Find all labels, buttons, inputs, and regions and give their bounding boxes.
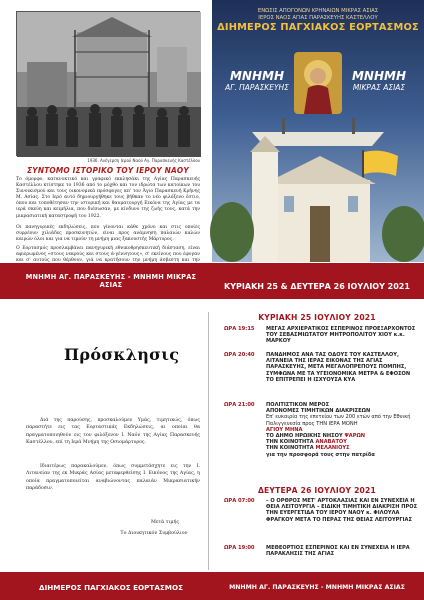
honoree-4-prefix: ΤΗΝ ΚΟΙΝΟΤΗΤΑ: [266, 445, 314, 452]
honoree-2-prefix: ΤΟ ΔΗΜΟ ΗΡΩΙΚΗΣ ΝΗΣΟΥ: [266, 433, 343, 440]
event-text: ΠΑΝΔΗΜΟΣ ΑΝΑ ΤΑΣ ΟΔΟΥΣ ΤΟΥ ΚΑΣΤΕΛΛΟΥ, ΛΙΤΑΝΕΙΑ ΤΗΣ ΙΕΡΑΣ ΕΙΚΟΝΑΣ ΤΗΣ ΑΓΙΑΣ ΠΑΡΑΣΚΕΥΗΣ, ΜΕΤΑ ΜΕΓΑΛΟΠΡΕΠΟΥΣ ΠΟΜΠΗΣ, ΣΥΜΦΩΝΑ ΜΕ ΤΑ ΥΓΕΙΟΝΟΜΙΚΑ ΜΕΤΡΑ & ΕΦΟΣΟΝ ΤΟ ΕΠΙΤΡΕΠΕΙ Η ΙΣΧΥΟΥΣΑ ΚΥΑ: [266, 352, 411, 383]
event-cultural-subtitle: ΑΠΟΝΟΜΕΣ ΤΙΜΗΤΙΚΩΝ ΔΙΑΚΡΙΣΕΩΝ: [266, 408, 371, 415]
event-cultural-closing: για την προσφορά τους στην πατρίδα: [266, 451, 375, 458]
church-name-line-2: ΙΕΡΟΣ ΝΑΟΣ ΑΓΙΑΣ ΠΑΡΑΣΚΕΥΗΣ ΚΑΣΤΕΛΛΟΥ: [258, 15, 378, 21]
event-time: ΩΡΑ 20:40: [224, 352, 255, 358]
event-time: ΩΡΑ 19:15: [224, 326, 255, 332]
bottom-bar-slogan: ΜΝΗΜΗ ΑΓ. ΠΑΡΑΣΚΕΥΗΣ - ΜΝΗΜΗ ΜΙΚΡΑΣ ΑΣΙΑΣ: [229, 584, 405, 591]
event-cultural-title: ΠΟΛΙΤΙΣΤΙΚΟΝ ΜΕΡΟΣ: [266, 402, 330, 408]
honoree-2-name: ΨΑΡΩΝ: [344, 433, 366, 440]
honoree-4-name: ΜΕΛΑΝΙΟΥΣ: [315, 445, 350, 452]
event-time: ΩΡΑ 21:00: [224, 402, 255, 408]
mnimi-right-big: ΜΝΗΜΗ: [351, 69, 406, 83]
top-bar-dates: ΚΥΡΙΑΚΗ 25 & ΔΕΥΤΕΡΑ 26 ΙΟΥΛΙΟΥ 2021: [224, 282, 410, 291]
event-text: ΜΕΘΕΟΡΤΙΟΣ ΕΣΠΕΡΙΝΟΣ ΚΑΙ ΕΝ ΣΥΝΕΧΕΙΑ Η ΙΕΡΑ ΠΑΡΑΚΛΗΣΙΣ ΤΗΣ ΑΓΙΑΣ: [266, 545, 410, 558]
poster-image-panel: [212, 0, 424, 262]
event-text-cultural: [266, 402, 418, 458]
event-text: – Ο ΟΡΘΡΟΣ ΜΕΤ' ΑΡΤΟΚΛΑΣΙΑΣ ΚΑΙ ΕΝ ΣΥΝΕΧΕΙΑ Η ΘΕΙΑ ΛΕΙΤΟΥΡΓΙΑ – ΕΙΔΙΚΗ ΤΙΜΗΤΙΚΗ ΔΙΑΚΡΙΣΗ ΠΡΟΣ ΤΗΝ ΕΥΕΡΓΕΤΙΔΑ ΤΟΥ ΙΕΡΟΥ ΝΑΟΥ κ. ΦΙΛΟΥΛΑ ΦΡΑΓΚΟΥ ΜΕΤΑ ΤΟ ΠΕΡΑΣ ΤΗΣ ΘΕΙΑΣ ΛΕΙΤΟΥΡΓΙΑΣ: [266, 498, 418, 523]
honoree-1-name: ΑΓΙΟΥ ΜΗΝΑ: [266, 426, 303, 433]
bottom-bar-title: ΔΙΗΜΕΡΟΣ ΠΑΓΧΙΑΚΟΣ ΕΟΡΤΑΣΜΟΣ: [39, 583, 183, 592]
event-cultural-intro: Επ' ευκαιρία της επετείου των 200 ετών από την Εθνική Παλιγγενεσία προς ΤΗΝ ΙΕΡΑ ΜΟΝΗ: [266, 414, 411, 427]
event-time: ΩΡΑ 07:00: [224, 498, 255, 504]
signature-greeting: Μετά τιμής: [150, 520, 180, 525]
day-2-title: ΔΕΥΤΕΡΑ 26 ΙΟΥΛΙΟΥ 2021: [257, 486, 377, 495]
honoree-3-name: ΑΝΑΒΑΤΟΥ: [315, 439, 347, 446]
event-time: ΩΡΑ 19:00: [224, 545, 255, 551]
history-paragraph-3: Ο Εορτασμός προσλαμβάνει πανηγυρική εθνικοθρησκευτική διάσταση, είναι αφιερωμένος «στους νεκρούς και στους ά-γέννητους», σ' εκείνους που έφυγαν και σ' αυτούς που θέρθουν, γιά να κρατήσουν την μνήμη άσβεστη και την: [16, 246, 200, 264]
history-paragraph-1: Το όμορφο, κατανυκτικό και γραφικό εκκλησάκι της Αγίας Παρασκευής Καστέλλου κτίστηκε το 1936 από το μόχθο και τον ιδρώτα των κατοίκων του Συνοικισμού και τους οικονομικά πρόσφυγες απ' τον Άγιο Παρασκευή Κρήνης Μ. Ασίας. Στο Ιερό αυτό δημιουργήθηκε τους βήθκαν το νέο φιλόξενο έστιο, όπου και τοποθέτησαν την ιστορική και θαυματουργή Εικόνα της Αγίας με τα ιερά σκεύη και κειμήλια, που διέσωσαν, με κίνδυνο της ζωής τους, κατά την μικρασιατική καταστροφή του 1922.: [16, 177, 200, 219]
history-paragraph-2: Οι πανηγυρικές εκδηλώσεις, που γίνονται κάθε χρόνο και στις οποίες συρρέουν χιλιάδες προσκυνητών, είναι προς ανάμνηση παλαιών καλών καιρών όλοι και για να τιμούν τη μνήμη μιας ξακουστής Μάρτυρος.: [16, 225, 200, 243]
day-1-title: ΚΥΡΙΑΚΗ 25 ΙΟΥΛΙΟΥ 2021: [258, 313, 376, 322]
top-bar-slogan: ΜΝΗΜΗ ΑΓ. ΠΑΡΑΣΚΕΥΗΣ - ΜΝΗΜΗ ΜΙΚΡΑΣ ΑΣΙΑΣ: [25, 273, 197, 289]
invitation-paragraph-1: Διά της παρούσης, προσκαλούμεν Υμάς, τιμητικώς, όπως παραστήτε εις τας Εορταστικάς Εκδηλώσεις, αι οποίαι θα πραγματοποιηθούν εις τον φιλόξενον Ι. Ναόν της Αγίας Παρασκευής Καστέλλου, επί τη Ιερά Μνήμη της Οσιομάρτυρος.: [26, 418, 200, 446]
history-title: ΣΥΝΤΟΜΟ ΙΣΤΟΡΙΚΟ ΤΟΥ ΙΕΡΟΥ ΝΑΟΥ: [27, 165, 189, 175]
honoree-3-prefix: ΤΗΝ ΚΟΙΝΟΤΗΤΑ: [266, 439, 314, 446]
mnimi-left: [222, 70, 292, 92]
mnimi-right-small: ΜΙΚΡΑΣ ΑΣΙΑΣ: [352, 83, 406, 92]
mnimi-left-big: ΜΝΗΜΗ: [229, 69, 284, 83]
mnimi-left-small: ΑΓ. ΠΑΡΑΣΚΕΥΗΣ: [225, 83, 289, 92]
church-name-line-1: ΕΝΩΣΙΣ ΑΠΟΓΟΝΩΝ ΚΡΗΝΑΙΩΝ ΜΙΚΡΑΣ ΑΣΙΑΣ: [257, 8, 379, 14]
signature-board: Το Διοικητικόν Συμβούλιον: [120, 531, 188, 536]
column-divider: [208, 312, 209, 570]
church-name: [212, 8, 424, 22]
festival-title: ΔΙΗΜΕΡΟΣ ΠΑΓΧΙΑΚΟΣ ΕΟΡΤΑΣΜΟΣ: [217, 22, 419, 33]
invitation-title: Πρόσκλησις: [64, 345, 180, 364]
historic-photo: [16, 11, 200, 156]
invitation-paragraph-2: Ιδιαιτέρως παρακαλούμεν, όπως συμμετάσχητε εις την Ι. Λιτανείαν της εκ Μικράς Ασίας μεταφερθείσης Ι. Εικόνος της Αγίας, η οποία πραγματοποιείται αναβιώνοντας παλαιάν Μικρασιατικήν παράδοσιν.: [26, 464, 200, 492]
mnimi-right: [344, 70, 414, 92]
event-text: ΜΕΓΑΣ ΑΡΧΙΕΡΑΤΙΚΟΣ ΕΣΠΕΡΙΝΟΣ ΠΡΟΕΞΑΡΧΟΝΤΟΣ ΤΟΥ ΣΕΒΑΣΜΙΩΤΑΤΟΥ ΜΗΤΡΟΠΟΛΙΤΟΥ ΧΙΟΥ κ.κ. ΜΑΡΚΟΥ: [266, 326, 416, 345]
photo-caption: 1936. Ανέγερση Ιερού Ναού Αγ. Παρασκευής Καστέλλου: [87, 158, 200, 163]
